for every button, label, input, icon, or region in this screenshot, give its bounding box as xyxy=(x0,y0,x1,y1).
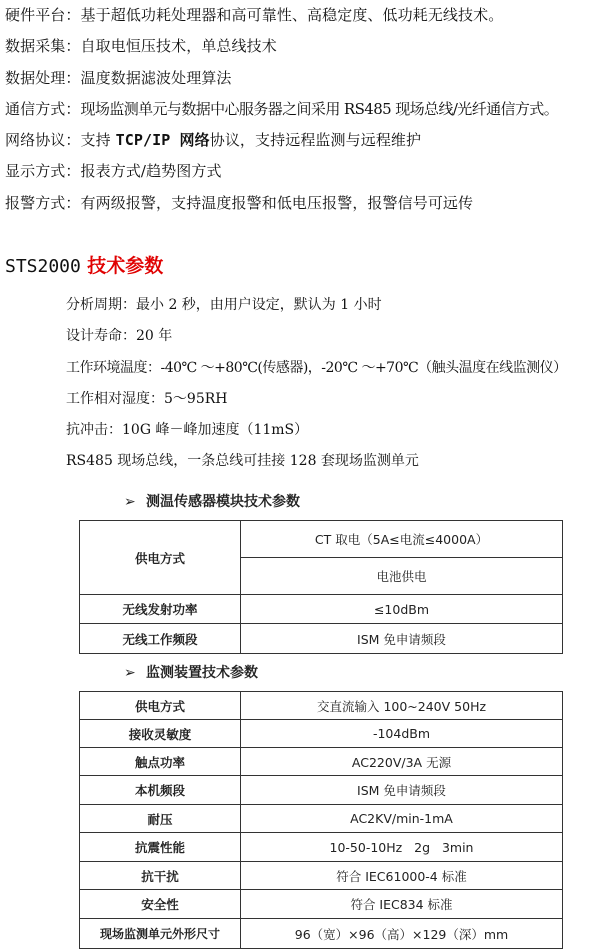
spec-value: 符合 IEC834 标准 xyxy=(241,890,563,919)
table-row xyxy=(80,521,563,558)
param-rs485-bus: RS485 现场总线，一条总线可挂接 128 套现场监测单元 xyxy=(66,453,419,470)
spec-value: 交直流输入 100~240V 50Hz xyxy=(241,692,563,720)
feature-label: 数据处理： xyxy=(5,68,81,87)
spec-key: 抗干扰 xyxy=(80,862,241,890)
table-row xyxy=(80,833,563,862)
feature-text: 有两级报警，支持温度报警和低电压报警，报警信号可远传 xyxy=(80,193,474,212)
spec-key: 无线工作频段 xyxy=(80,624,241,654)
table-row xyxy=(80,776,563,805)
table-row xyxy=(80,748,563,776)
spec-key: 现场监测单元外形尺寸 xyxy=(80,919,241,949)
table-row xyxy=(80,692,563,720)
feature-network-protocol xyxy=(5,125,609,156)
spec-value: 符合 IEC61000-4 标准 xyxy=(241,862,563,890)
feature-communication xyxy=(5,94,609,125)
feature-label: 显示方式： xyxy=(5,162,81,181)
spec-value: 96（宽）×96（高）×129（深）mm xyxy=(241,919,563,949)
spec-key: 抗震性能 xyxy=(80,833,241,862)
spec-key: 无线发射功率 xyxy=(80,595,241,624)
feature-list xyxy=(5,0,609,219)
table-row xyxy=(80,919,563,949)
feature-label: 网络协议： xyxy=(5,131,81,150)
table-row xyxy=(80,624,563,654)
feature-text-bold: TCP/IP 网络 xyxy=(115,131,210,150)
param-relative-humidity: 工作相对湿度：5～95RH xyxy=(66,390,228,407)
spec-value: AC2KV/min-1mA xyxy=(241,805,563,833)
spec-key: 安全性 xyxy=(80,890,241,919)
spec-value: 电池供电 xyxy=(241,558,563,595)
param-design-life: 设计寿命：20 年 xyxy=(66,328,173,345)
feature-label: 报警方式： xyxy=(5,193,81,212)
feature-text: 温度数据滤波处理算法 xyxy=(80,68,232,87)
parameter-list xyxy=(66,290,609,478)
feature-text: 报表方式/趋势图方式 xyxy=(80,162,222,181)
spec-value: AC220V/3A 无源 xyxy=(241,748,563,776)
spec-key: 供电方式 xyxy=(80,692,241,720)
spec-key: 接收灵敏度 xyxy=(80,720,241,748)
feature-text: 基于超低功耗处理器和高可靠性、高稳定度、低功耗无线技术。 xyxy=(80,6,504,24)
spec-value: ISM 免申请频段 xyxy=(241,776,563,805)
feature-hardware-platform xyxy=(5,0,609,31)
feature-text-pre: 支持 xyxy=(80,131,116,150)
device-section-title-text: 监测装置技术参数 xyxy=(146,665,258,681)
spec-value: -104dBm xyxy=(241,720,563,748)
feature-data-processing xyxy=(5,63,609,94)
sensor-section-title xyxy=(124,492,300,512)
table-row xyxy=(80,862,563,890)
section-heading xyxy=(5,250,163,282)
feature-alarm xyxy=(5,188,609,219)
table-row xyxy=(80,805,563,833)
param-shock: 抗冲击：10G 峰－峰加速度（11mS） xyxy=(66,422,309,439)
model-name: STS2000 xyxy=(5,256,81,277)
sensor-section-title-text: 测温传感器模块技术参数 xyxy=(146,494,300,510)
arrow-bullet-icon: ➢ xyxy=(124,494,136,510)
spec-key: 本机频段 xyxy=(80,776,241,805)
feature-text-post: 协议，支持远程监测与远程维护 xyxy=(209,131,422,150)
spec-key: 耐压 xyxy=(80,805,241,833)
spec-value: ISM 免申请频段 xyxy=(241,624,563,654)
table-row xyxy=(80,595,563,624)
table-row xyxy=(80,890,563,919)
heading-title: 技术参数 xyxy=(87,255,164,277)
spec-key: 供电方式 xyxy=(80,521,241,595)
feature-text: 现场监测单元与数据中心服务器之间采用 RS485 现场总线/光纤通信方式。 xyxy=(80,99,559,118)
param-analysis-period: 分析周期：最小 2 秒，由用户设定，默认为 1 小时 xyxy=(66,297,382,313)
spec-value: ≤10dBm xyxy=(241,595,563,624)
sensor-spec-table xyxy=(79,520,563,654)
feature-label: 数据采集： xyxy=(5,37,81,56)
device-spec-table xyxy=(79,691,563,949)
param-ambient-temperature: 工作环境温度：-40℃ ～+80℃(传感器)，-20℃ ～+70℃（触头温度在线监测仪） xyxy=(66,359,567,376)
feature-label: 硬件平台： xyxy=(5,6,81,24)
device-section-title xyxy=(124,663,258,683)
spec-value: CT 取电（5A≤电流≤4000A） xyxy=(241,521,563,558)
table-row xyxy=(80,720,563,748)
feature-display xyxy=(5,156,609,187)
spec-value: 10-50-10Hz 2g 3min xyxy=(241,833,563,862)
feature-data-acquisition xyxy=(5,31,609,62)
spec-key: 触点功率 xyxy=(80,748,241,776)
arrow-bullet-icon: ➢ xyxy=(124,665,136,681)
feature-label: 通信方式： xyxy=(5,99,81,118)
feature-text: 自取电恒压技术，单总线技术 xyxy=(80,37,277,56)
